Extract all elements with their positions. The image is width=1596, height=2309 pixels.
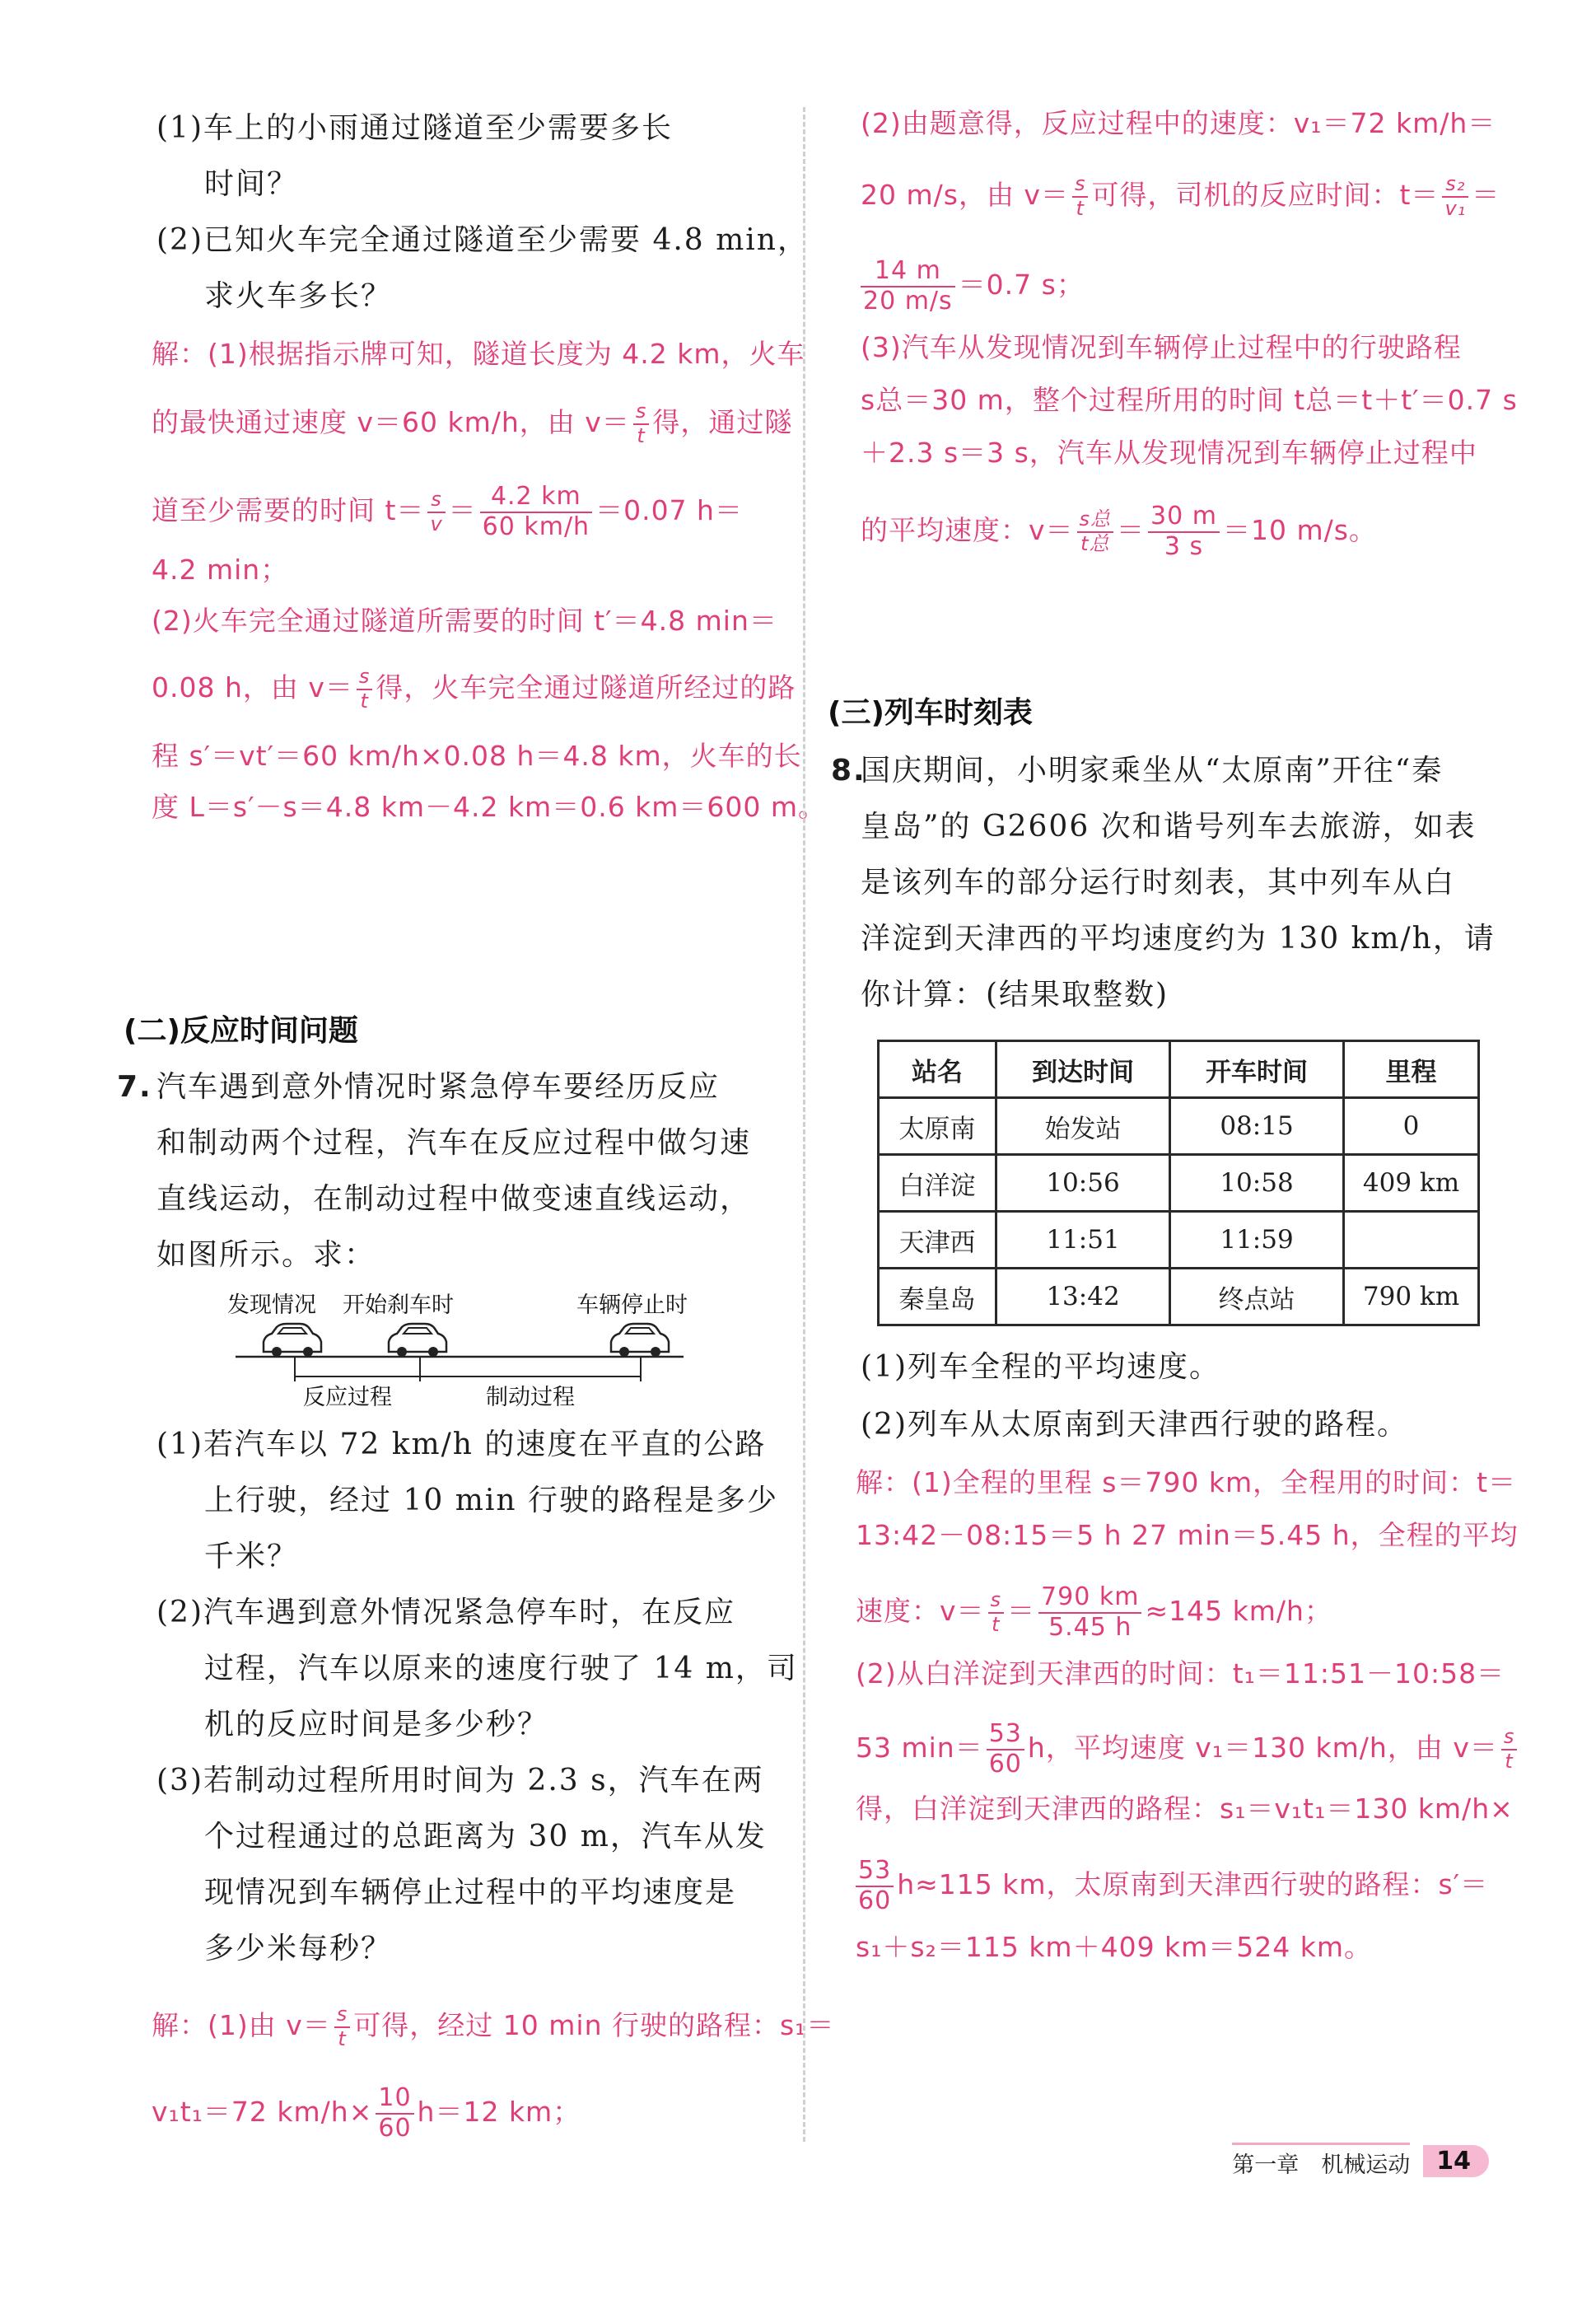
a8-line6: 得，白洋淀到天津西的路程：s₁＝v₁t₁＝130 km/h× [856,1793,1514,1825]
table-row [879,1155,1479,1212]
label-braking-process: 制动过程 [486,1385,575,1410]
cell-station: 太原南 [879,1098,996,1155]
a6-line2-b: 得，通过隧 [652,406,793,439]
q7-line2: 和制动两个过程，汽车在反应过程中做匀速 [156,1126,752,1160]
cell-mileage: 790 km [1344,1269,1479,1325]
label-vehicle-stopped: 车辆停止时 [576,1292,688,1318]
table-row [879,1212,1479,1269]
a6-line2 [152,400,792,447]
header-mileage: 里程 [1344,1041,1479,1098]
q7-part1-line3: 千米？ [204,1540,299,1573]
q6-part2-line1: (2)已知火车完全通过隧道至少需要 4.8 min， [156,223,809,257]
a7-line2: v₁t₁＝72 km/h× $\frac{10}{60}$ h＝12 km； [152,2083,581,2143]
cell-arrival: 10:56 [996,1155,1170,1212]
q6-part1-line2: 时间？ [204,167,299,201]
cell-mileage [1344,1212,1479,1269]
a8-line4: (2)从白洋淀到天津西的时间：t₁＝11:51－10:58＝ [856,1657,1505,1690]
chapter-title: 第一章 机械运动 [1232,2143,1410,2179]
page-number: 14 [1423,2145,1489,2177]
a6-line3-a: 道至少需要的时间 t＝ [152,494,425,526]
cell-mileage: 409 km [1344,1155,1479,1212]
a7-right-line1: (2)由题意得，反应过程中的速度：v₁＝72 km/h＝ [861,107,1496,139]
fraction-s-over-t: $\frac{s}{t}$ [334,2003,351,2050]
a6-line4: 4.2 min； [152,554,289,586]
q7-line1: 汽车遇到意外情况时紧急停车要经历反应 [156,1070,721,1104]
q7-part2-line2: 过程，汽车以原来的速度行驶了 14 m，司 [204,1652,798,1685]
a8-line8: s₁＋s₂＝115 km＋409 km＝524 km。 [856,1931,1373,1963]
fraction-s2-over-v1: $\frac{\text{s₂}}{\text{v₁}}$ [1442,173,1468,220]
a7-right-line7: 的平均速度：v＝ s总 t总 ＝ $\frac{30 m}{3 s}$ ＝10 m/s。 [861,502,1377,561]
a6-line3: 道至少需要的时间 t＝ $\frac{s}{v}$ ＝ $\frac{4.2 km}{60 km/h}$ ＝0.07 h＝ [152,482,743,541]
q7-line4: 如图所示。求： [156,1238,376,1272]
a8-line2: 13:42－08:15＝5 h 27 min＝5.45 h，全程的平均 [856,1519,1519,1551]
fraction-53-over-60: $\frac{53}{60}$ [987,1720,1024,1778]
fraction-30m-over-3s: $\frac{30 m}{3 s}$ [1148,502,1220,561]
cell-station: 天津西 [879,1212,996,1269]
fraction-s-over-v: $\frac{s}{v}$ [427,488,445,535]
fraction-s-over-t: $\frac{s}{t}$ [1072,173,1089,220]
fraction-stotal-over-ttotal: s总 t总 [1077,508,1114,555]
label-found-situation: 发现情况 [227,1292,316,1318]
q7-part3-line4: 多少米每秒？ [204,1932,393,1965]
header-arrival: 到达时间 [996,1041,1170,1098]
a8-line1: 解：(1)全程的里程 s＝790 km，全程用的时间：t＝ [856,1466,1517,1498]
section-train-timetable: (三)列车时刻表 [828,696,1033,730]
column-divider [803,107,805,2142]
fraction-s-over-t: $\frac{s}{t}$ [357,666,373,713]
fraction-10-over-60: $\frac{10}{60}$ [376,2084,413,2143]
q7-line3: 直线运动，在制动过程中做变速直线运动， [156,1182,752,1216]
q8-number: 8. [831,754,866,788]
cell-arrival: 11:51 [996,1212,1170,1269]
fraction-4.2km-over-60kmh: $\frac{4.2 km}{60 km/h}$ [480,483,592,541]
cell-arrival: 13:42 [996,1269,1170,1325]
car-icon [389,1324,446,1357]
label-start-braking: 开始刹车时 [343,1292,454,1318]
q6-part1-line1: (1)车上的小雨通过隧道至少需要多长 [156,111,673,145]
q8-line2: 皇岛”的 G2606 次和谐号列车去旅游，如表 [861,810,1477,844]
label-reaction-process: 反应过程 [303,1385,392,1410]
a7-right-line2: 20 m/s，由 v＝ $\frac{s}{t}$ 可得，司机的反应时间：t＝ $\frac{\text{s₂}}{\text{v₁}}$ ＝ [861,172,1500,220]
q7-part3-line1: (3)若制动过程所用时间为 2.3 s，汽车在两 [156,1764,764,1797]
a6-line2-a: 的最快通过速度 v＝60 km/h，由 v＝ [152,406,630,439]
left-column [0,0,835,2175]
table-row [879,1269,1479,1325]
a7-right-line3: $\frac{14 m}{20 m/s}$ ＝0.7 s； [861,257,1085,316]
q8-part2: (2)列车从太原南到天津西行驶的路程。 [861,1408,1408,1442]
q7-part2-line1: (2)汽车遇到意外情况紧急停车时，在反应 [156,1596,735,1629]
a8-line3: 速度：v＝ $\frac{s}{t}$ ＝ $\frac{790 km}{5.45 h}$ ≈145 km/h； [856,1582,1332,1642]
a6-line3-b: ＝0.07 h＝ [595,494,743,526]
fraction-14m-over-20ms: $\frac{14 m}{20 m/s}$ [861,257,955,316]
page-footer [1232,2142,1489,2180]
q7-part1-line2: 上行驶，经过 10 min 行驶的路程是多少 [204,1484,778,1517]
cell-arrival: 始发站 [996,1098,1170,1155]
a7-right-line6: ＋2.3 s＝3 s，汽车从发现情况到车辆停止过程中 [861,437,1477,469]
a7-right-line5: s总＝30 m，整个过程所用的时间 t总＝t＋t′＝0.7 s [861,384,1518,416]
fraction-53-over-60: $\frac{53}{60}$ [856,1857,894,1915]
car-icon [611,1324,669,1357]
car-icon [264,1324,321,1357]
section-reaction-time: (二)反应时间问题 [124,1014,358,1048]
a8-line5: 53 min＝ $\frac{53}{60}$ h，平均速度 v₁＝130 km/h，由 v＝ $\frac{s}{t}$ [856,1720,1520,1778]
q7-part3-line3: 现情况到车辆停止过程中的平均速度是 [204,1876,737,1909]
cell-station: 白洋淀 [879,1155,996,1212]
header-station: 站名 [879,1041,996,1098]
a6-line8: 度 L＝s′－s＝4.8 km－4.2 km＝0.6 km＝600 m。 [152,791,827,823]
a8-line7: $\frac{53}{60}$ h≈115 km，太原南到天津西行驶的路程：s′＝ [856,1857,1488,1915]
cell-mileage: 0 [1344,1098,1479,1155]
q6-part2-line2: 求火车多长？ [204,279,393,313]
q7-part1-line1: (1)若汽车以 72 km/h 的速度在平直的公路 [156,1428,767,1461]
a7-right-line4: (3)汽车从发现情况到车辆停止过程中的行驶路程 [861,331,1462,363]
fraction-s-over-t: $\frac{s}{t}$ [988,1589,1005,1636]
train-timetable [877,1040,1480,1326]
q8-line1: 国庆期间，小明家乘坐从“太原南”开往“秦 [861,754,1444,788]
cell-departure: 终点站 [1170,1269,1344,1325]
a7-line1: 解：(1)由 v＝ $\frac{s}{t}$ 可得，经过 10 min 行驶的路程：s₁＝ [152,2003,835,2050]
a6-line5: (2)火车完全通过隧道所需要的时间 t′＝4.8 min＝ [152,605,777,637]
cell-departure: 08:15 [1170,1098,1344,1155]
a6-line7: 程 s′＝vt′＝60 km/h×0.08 h＝4.8 km，火车的长 [152,740,802,772]
q8-part1: (1)列车全程的平均速度。 [861,1350,1220,1384]
q7-part2-line3: 机的反应时间是多少秒？ [204,1708,549,1741]
cell-departure: 10:58 [1170,1155,1344,1212]
cell-departure: 11:59 [1170,1212,1344,1269]
cell-station: 秦皇岛 [879,1269,996,1325]
q7-part3-line2: 个过程通过的总距离为 30 m，汽车从发 [204,1820,767,1853]
header-departure: 开车时间 [1170,1041,1344,1098]
a6-line6: 0.08 h，由 v＝ $\frac{s}{t}$ 得，火车完全通过隧道所经过的路 [152,665,796,713]
table-header-row [879,1041,1479,1098]
q8-line3: 是该列车的部分运行时刻表，其中列车从白 [861,866,1456,900]
q8-line5: 你计算：(结果取整数) [861,978,1169,1012]
fraction-s-over-t: $\frac{s}{t}$ [633,400,650,447]
table-row [879,1098,1479,1155]
fraction-790km-over-5.45h: $\frac{790 km}{5.45 h}$ [1038,1583,1141,1642]
braking-process-diagram [222,1289,700,1413]
q7-number: 7. [117,1070,152,1104]
fraction-s-over-t: $\frac{s}{t}$ [1501,1726,1518,1773]
a6-line1: 解：(1)根据指示牌可知，隧道长度为 4.2 km，火车 [152,338,805,370]
q8-line4: 洋淀到天津西的平均速度约为 130 km/h，请 [861,922,1496,956]
